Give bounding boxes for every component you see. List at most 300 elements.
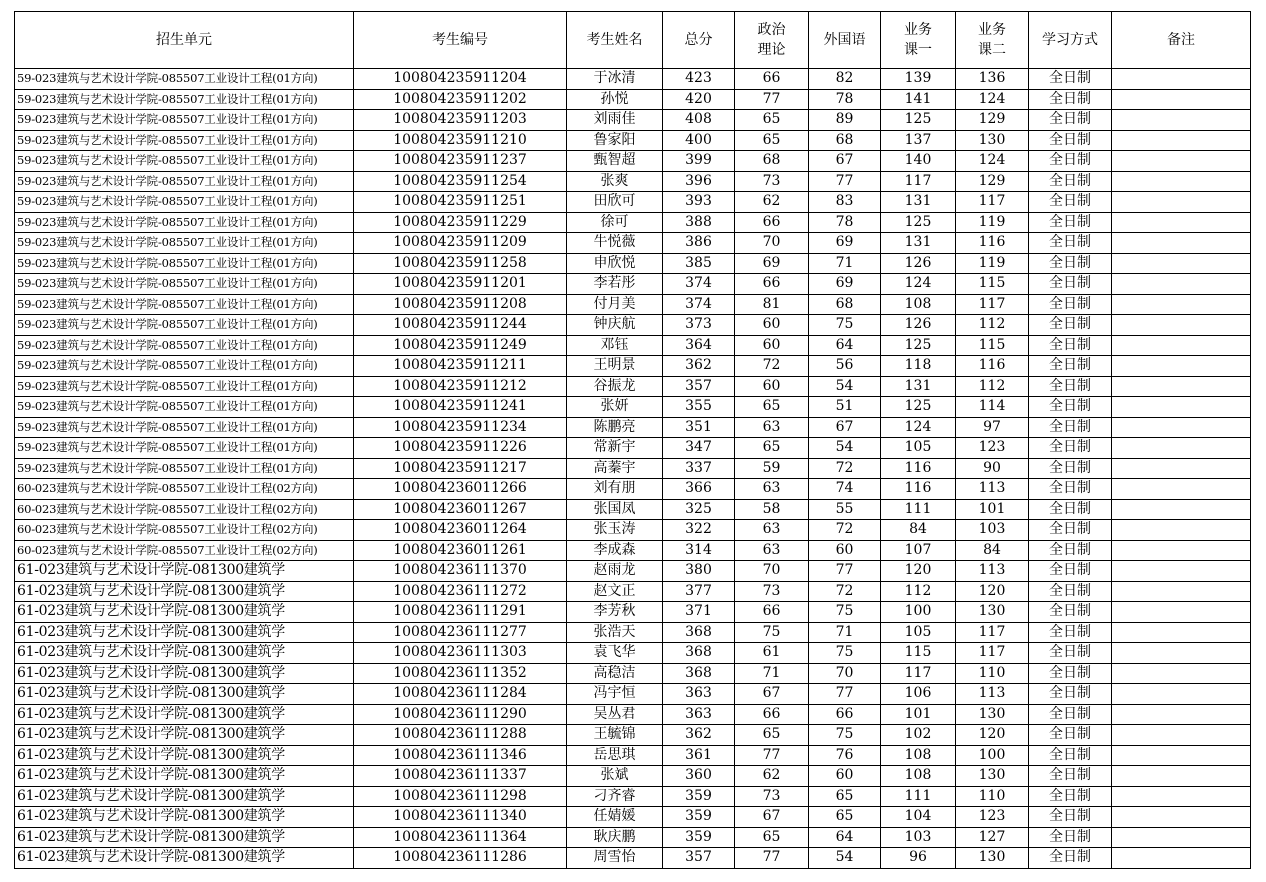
cell-name: 张浩天 xyxy=(567,622,663,643)
cell-course1: 131 xyxy=(881,376,956,397)
cell-course1: 84 xyxy=(881,520,956,541)
table-row xyxy=(15,643,1251,664)
table-row xyxy=(15,438,1251,459)
cell-id: 100804235911208 xyxy=(354,294,567,315)
cell-unit: 59-023建筑与艺术设计学院-085507工业设计工程(01方向) xyxy=(15,171,354,192)
cell-note xyxy=(1112,663,1251,684)
cell-unit: 59-023建筑与艺术设计学院-085507工业设计工程(01方向) xyxy=(15,253,354,274)
cell-foreign: 64 xyxy=(809,827,881,848)
cell-total: 364 xyxy=(663,335,735,356)
cell-total: 373 xyxy=(663,315,735,336)
cell-course1: 111 xyxy=(881,499,956,520)
cell-note xyxy=(1112,561,1251,582)
cell-id: 100804236111298 xyxy=(354,786,567,807)
cell-course2: 124 xyxy=(956,151,1029,172)
cell-foreign: 76 xyxy=(809,745,881,766)
cell-course2: 130 xyxy=(956,130,1029,151)
score-table xyxy=(14,11,1251,869)
cell-politics: 63 xyxy=(735,520,809,541)
cell-politics: 77 xyxy=(735,89,809,110)
cell-course2: 100 xyxy=(956,745,1029,766)
cell-unit: 59-023建筑与艺术设计学院-085507工业设计工程(01方向) xyxy=(15,110,354,131)
cell-politics: 65 xyxy=(735,827,809,848)
table-row xyxy=(15,602,1251,623)
cell-course2: 117 xyxy=(956,294,1029,315)
cell-mode: 全日制 xyxy=(1029,356,1112,377)
table-row xyxy=(15,458,1251,479)
cell-foreign: 78 xyxy=(809,212,881,233)
cell-foreign: 64 xyxy=(809,335,881,356)
cell-id: 100804235911241 xyxy=(354,397,567,418)
cell-total: 368 xyxy=(663,663,735,684)
cell-course2: 113 xyxy=(956,479,1029,500)
cell-name: 张玉涛 xyxy=(567,520,663,541)
header-note: 备注 xyxy=(1112,12,1251,69)
table-row xyxy=(15,192,1251,213)
cell-foreign: 89 xyxy=(809,110,881,131)
cell-course2: 115 xyxy=(956,274,1029,295)
cell-course1: 116 xyxy=(881,458,956,479)
table-row xyxy=(15,233,1251,254)
cell-course1: 104 xyxy=(881,807,956,828)
cell-total: 393 xyxy=(663,192,735,213)
cell-id: 100804236111337 xyxy=(354,766,567,787)
cell-foreign: 68 xyxy=(809,294,881,315)
cell-politics: 60 xyxy=(735,315,809,336)
cell-mode: 全日制 xyxy=(1029,397,1112,418)
cell-course2: 117 xyxy=(956,643,1029,664)
cell-course2: 124 xyxy=(956,89,1029,110)
cell-politics: 81 xyxy=(735,294,809,315)
cell-mode: 全日制 xyxy=(1029,499,1112,520)
cell-total: 388 xyxy=(663,212,735,233)
cell-foreign: 72 xyxy=(809,458,881,479)
cell-name: 李成森 xyxy=(567,540,663,561)
cell-total: 351 xyxy=(663,417,735,438)
header-course2-line2: 课二 xyxy=(978,42,1006,58)
cell-total: 420 xyxy=(663,89,735,110)
cell-course2: 116 xyxy=(956,356,1029,377)
cell-mode: 全日制 xyxy=(1029,212,1112,233)
cell-course2: 90 xyxy=(956,458,1029,479)
cell-id: 100804235911212 xyxy=(354,376,567,397)
cell-politics: 66 xyxy=(735,704,809,725)
cell-note xyxy=(1112,725,1251,746)
cell-name: 刁齐睿 xyxy=(567,786,663,807)
cell-unit: 61-023建筑与艺术设计学院-081300建筑学 xyxy=(15,684,354,705)
cell-id: 100804235911229 xyxy=(354,212,567,233)
cell-total: 355 xyxy=(663,397,735,418)
cell-name: 常新宇 xyxy=(567,438,663,459)
cell-foreign: 77 xyxy=(809,561,881,582)
cell-note xyxy=(1112,643,1251,664)
table-row xyxy=(15,848,1251,869)
cell-foreign: 75 xyxy=(809,602,881,623)
cell-mode: 全日制 xyxy=(1029,417,1112,438)
cell-note xyxy=(1112,438,1251,459)
cell-mode: 全日制 xyxy=(1029,766,1112,787)
cell-politics: 59 xyxy=(735,458,809,479)
cell-total: 408 xyxy=(663,110,735,131)
cell-unit: 61-023建筑与艺术设计学院-081300建筑学 xyxy=(15,622,354,643)
cell-course1: 131 xyxy=(881,192,956,213)
cell-mode: 全日制 xyxy=(1029,786,1112,807)
cell-unit: 59-023建筑与艺术设计学院-085507工业设计工程(01方向) xyxy=(15,130,354,151)
cell-unit: 59-023建筑与艺术设计学院-085507工业设计工程(01方向) xyxy=(15,192,354,213)
cell-unit: 60-023建筑与艺术设计学院-085507工业设计工程(02方向) xyxy=(15,540,354,561)
cell-total: 396 xyxy=(663,171,735,192)
cell-course1: 108 xyxy=(881,294,956,315)
cell-politics: 66 xyxy=(735,602,809,623)
cell-id: 100804236111370 xyxy=(354,561,567,582)
header-name: 考生姓名 xyxy=(567,12,663,69)
cell-note xyxy=(1112,151,1251,172)
cell-foreign: 69 xyxy=(809,274,881,295)
table-row xyxy=(15,110,1251,131)
cell-foreign: 75 xyxy=(809,725,881,746)
header-course1-line1: 业务 xyxy=(904,22,932,38)
cell-politics: 61 xyxy=(735,643,809,664)
cell-politics: 73 xyxy=(735,581,809,602)
table-row xyxy=(15,622,1251,643)
cell-note xyxy=(1112,786,1251,807)
cell-id: 100804235911251 xyxy=(354,192,567,213)
cell-mode: 全日制 xyxy=(1029,725,1112,746)
cell-name: 王明景 xyxy=(567,356,663,377)
cell-name: 于冰清 xyxy=(567,69,663,90)
cell-politics: 71 xyxy=(735,663,809,684)
cell-note xyxy=(1112,745,1251,766)
cell-course2: 113 xyxy=(956,684,1029,705)
cell-politics: 69 xyxy=(735,253,809,274)
cell-course1: 107 xyxy=(881,540,956,561)
cell-mode: 全日制 xyxy=(1029,294,1112,315)
cell-mode: 全日制 xyxy=(1029,171,1112,192)
cell-total: 386 xyxy=(663,233,735,254)
cell-total: 400 xyxy=(663,130,735,151)
cell-mode: 全日制 xyxy=(1029,335,1112,356)
table-row xyxy=(15,827,1251,848)
cell-note xyxy=(1112,315,1251,336)
cell-note xyxy=(1112,335,1251,356)
cell-unit: 61-023建筑与艺术设计学院-081300建筑学 xyxy=(15,807,354,828)
table-row xyxy=(15,315,1251,336)
cell-course1: 117 xyxy=(881,663,956,684)
cell-course1: 139 xyxy=(881,69,956,90)
cell-id: 100804235911201 xyxy=(354,274,567,295)
cell-unit: 61-023建筑与艺术设计学院-081300建筑学 xyxy=(15,745,354,766)
cell-course2: 113 xyxy=(956,561,1029,582)
cell-id: 100804235911202 xyxy=(354,89,567,110)
header-politics xyxy=(735,12,809,69)
cell-name: 申欣悦 xyxy=(567,253,663,274)
cell-unit: 59-023建筑与艺术设计学院-085507工业设计工程(01方向) xyxy=(15,417,354,438)
cell-id: 100804236111340 xyxy=(354,807,567,828)
cell-foreign: 55 xyxy=(809,499,881,520)
cell-unit: 59-023建筑与艺术设计学院-085507工业设计工程(01方向) xyxy=(15,212,354,233)
header-row xyxy=(15,12,1251,69)
cell-note xyxy=(1112,294,1251,315)
cell-id: 100804235911204 xyxy=(354,69,567,90)
cell-id: 100804236111290 xyxy=(354,704,567,725)
cell-mode: 全日制 xyxy=(1029,848,1112,869)
cell-note xyxy=(1112,253,1251,274)
header-politics-line1: 政治 xyxy=(757,22,786,38)
cell-note xyxy=(1112,622,1251,643)
cell-course1: 124 xyxy=(881,274,956,295)
cell-unit: 59-023建筑与艺术设计学院-085507工业设计工程(01方向) xyxy=(15,356,354,377)
cell-note xyxy=(1112,499,1251,520)
cell-name: 刘有朋 xyxy=(567,479,663,500)
table-row xyxy=(15,704,1251,725)
cell-id: 100804236011266 xyxy=(354,479,567,500)
cell-unit: 61-023建筑与艺术设计学院-081300建筑学 xyxy=(15,581,354,602)
cell-mode: 全日制 xyxy=(1029,663,1112,684)
cell-name: 赵雨龙 xyxy=(567,561,663,582)
cell-name: 刘雨佳 xyxy=(567,110,663,131)
cell-unit: 59-023建筑与艺术设计学院-085507工业设计工程(01方向) xyxy=(15,335,354,356)
table-row xyxy=(15,684,1251,705)
cell-course1: 102 xyxy=(881,725,956,746)
cell-course2: 114 xyxy=(956,397,1029,418)
table-row xyxy=(15,520,1251,541)
cell-total: 357 xyxy=(663,376,735,397)
cell-foreign: 75 xyxy=(809,315,881,336)
cell-mode: 全日制 xyxy=(1029,274,1112,295)
cell-note xyxy=(1112,458,1251,479)
cell-foreign: 65 xyxy=(809,786,881,807)
cell-politics: 62 xyxy=(735,192,809,213)
cell-course1: 105 xyxy=(881,438,956,459)
cell-total: 371 xyxy=(663,602,735,623)
cell-name: 耿庆鹏 xyxy=(567,827,663,848)
cell-note xyxy=(1112,766,1251,787)
table-body xyxy=(15,69,1251,869)
cell-name: 高蓁宇 xyxy=(567,458,663,479)
cell-unit: 61-023建筑与艺术设计学院-081300建筑学 xyxy=(15,643,354,664)
table-row xyxy=(15,397,1251,418)
cell-course1: 125 xyxy=(881,212,956,233)
cell-course1: 125 xyxy=(881,110,956,131)
cell-unit: 59-023建筑与艺术设计学院-085507工业设计工程(01方向) xyxy=(15,458,354,479)
cell-note xyxy=(1112,827,1251,848)
cell-mode: 全日制 xyxy=(1029,807,1112,828)
cell-foreign: 60 xyxy=(809,540,881,561)
cell-foreign: 65 xyxy=(809,807,881,828)
cell-name: 高稳洁 xyxy=(567,663,663,684)
cell-course2: 112 xyxy=(956,315,1029,336)
cell-total: 366 xyxy=(663,479,735,500)
cell-course1: 116 xyxy=(881,479,956,500)
cell-total: 325 xyxy=(663,499,735,520)
cell-mode: 全日制 xyxy=(1029,253,1112,274)
cell-politics: 63 xyxy=(735,479,809,500)
cell-unit: 60-023建筑与艺术设计学院-085507工业设计工程(02方向) xyxy=(15,520,354,541)
cell-course1: 100 xyxy=(881,602,956,623)
cell-mode: 全日制 xyxy=(1029,130,1112,151)
cell-note xyxy=(1112,540,1251,561)
cell-course1: 118 xyxy=(881,356,956,377)
table-row xyxy=(15,417,1251,438)
cell-name: 钟庆航 xyxy=(567,315,663,336)
cell-id: 100804235911211 xyxy=(354,356,567,377)
cell-name: 任婧媛 xyxy=(567,807,663,828)
cell-mode: 全日制 xyxy=(1029,561,1112,582)
cell-total: 368 xyxy=(663,622,735,643)
cell-foreign: 82 xyxy=(809,69,881,90)
cell-id: 100804236111291 xyxy=(354,602,567,623)
cell-mode: 全日制 xyxy=(1029,69,1112,90)
cell-foreign: 74 xyxy=(809,479,881,500)
cell-id: 100804236111286 xyxy=(354,848,567,869)
cell-course1: 125 xyxy=(881,335,956,356)
cell-mode: 全日制 xyxy=(1029,622,1112,643)
cell-politics: 58 xyxy=(735,499,809,520)
cell-politics: 70 xyxy=(735,233,809,254)
cell-name: 李芳秋 xyxy=(567,602,663,623)
cell-foreign: 66 xyxy=(809,704,881,725)
cell-unit: 59-023建筑与艺术设计学院-085507工业设计工程(01方向) xyxy=(15,397,354,418)
cell-id: 100804235911234 xyxy=(354,417,567,438)
cell-unit: 59-023建筑与艺术设计学院-085507工业设计工程(01方向) xyxy=(15,376,354,397)
cell-note xyxy=(1112,274,1251,295)
cell-mode: 全日制 xyxy=(1029,458,1112,479)
cell-foreign: 78 xyxy=(809,89,881,110)
cell-course1: 106 xyxy=(881,684,956,705)
cell-course2: 110 xyxy=(956,786,1029,807)
cell-id: 100804236111277 xyxy=(354,622,567,643)
cell-name: 鲁家阳 xyxy=(567,130,663,151)
table-row xyxy=(15,540,1251,561)
table-row xyxy=(15,499,1251,520)
header-politics-line2: 理论 xyxy=(757,42,786,58)
cell-politics: 66 xyxy=(735,212,809,233)
cell-course2: 119 xyxy=(956,212,1029,233)
cell-course1: 124 xyxy=(881,417,956,438)
cell-total: 347 xyxy=(663,438,735,459)
cell-unit: 61-023建筑与艺术设计学院-081300建筑学 xyxy=(15,602,354,623)
cell-unit: 59-023建筑与艺术设计学院-085507工业设计工程(01方向) xyxy=(15,233,354,254)
cell-total: 314 xyxy=(663,540,735,561)
cell-foreign: 54 xyxy=(809,848,881,869)
cell-name: 田欣可 xyxy=(567,192,663,213)
cell-course1: 101 xyxy=(881,704,956,725)
cell-total: 337 xyxy=(663,458,735,479)
cell-total: 385 xyxy=(663,253,735,274)
cell-id: 100804235911210 xyxy=(354,130,567,151)
cell-mode: 全日制 xyxy=(1029,315,1112,336)
cell-unit: 59-023建筑与艺术设计学院-085507工业设计工程(01方向) xyxy=(15,315,354,336)
cell-politics: 67 xyxy=(735,684,809,705)
cell-politics: 63 xyxy=(735,540,809,561)
cell-total: 359 xyxy=(663,807,735,828)
table-row xyxy=(15,581,1251,602)
cell-note xyxy=(1112,602,1251,623)
cell-course1: 120 xyxy=(881,561,956,582)
cell-id: 100804235911244 xyxy=(354,315,567,336)
cell-mode: 全日制 xyxy=(1029,827,1112,848)
cell-total: 322 xyxy=(663,520,735,541)
cell-name: 袁飞华 xyxy=(567,643,663,664)
cell-total: 423 xyxy=(663,69,735,90)
cell-politics: 66 xyxy=(735,69,809,90)
cell-total: 363 xyxy=(663,704,735,725)
cell-course2: 129 xyxy=(956,110,1029,131)
cell-course2: 123 xyxy=(956,807,1029,828)
cell-foreign: 56 xyxy=(809,356,881,377)
cell-name: 赵文正 xyxy=(567,581,663,602)
table-row xyxy=(15,274,1251,295)
header-unit: 招生单元 xyxy=(15,12,354,69)
cell-course2: 117 xyxy=(956,622,1029,643)
cell-politics: 62 xyxy=(735,766,809,787)
cell-unit: 59-023建筑与艺术设计学院-085507工业设计工程(01方向) xyxy=(15,69,354,90)
cell-course1: 112 xyxy=(881,581,956,602)
cell-course2: 120 xyxy=(956,581,1029,602)
cell-name: 谷振龙 xyxy=(567,376,663,397)
cell-course1: 108 xyxy=(881,766,956,787)
cell-politics: 67 xyxy=(735,807,809,828)
header-course2 xyxy=(956,12,1029,69)
cell-politics: 60 xyxy=(735,376,809,397)
cell-name: 牛悦薇 xyxy=(567,233,663,254)
table-row xyxy=(15,212,1251,233)
cell-unit: 61-023建筑与艺术设计学院-081300建筑学 xyxy=(15,786,354,807)
cell-note xyxy=(1112,417,1251,438)
cell-politics: 65 xyxy=(735,438,809,459)
table-row xyxy=(15,335,1251,356)
table-row xyxy=(15,766,1251,787)
cell-course2: 112 xyxy=(956,376,1029,397)
cell-note xyxy=(1112,130,1251,151)
cell-name: 孙悦 xyxy=(567,89,663,110)
cell-name: 岳思琪 xyxy=(567,745,663,766)
cell-foreign: 71 xyxy=(809,622,881,643)
table-row xyxy=(15,725,1251,746)
cell-id: 100804236011261 xyxy=(354,540,567,561)
cell-unit: 59-023建筑与艺术设计学院-085507工业设计工程(01方向) xyxy=(15,151,354,172)
cell-unit: 61-023建筑与艺术设计学院-081300建筑学 xyxy=(15,766,354,787)
cell-total: 377 xyxy=(663,581,735,602)
cell-total: 361 xyxy=(663,745,735,766)
cell-course1: 140 xyxy=(881,151,956,172)
cell-unit: 61-023建筑与艺术设计学院-081300建筑学 xyxy=(15,663,354,684)
cell-politics: 77 xyxy=(735,745,809,766)
cell-note xyxy=(1112,212,1251,233)
cell-note xyxy=(1112,376,1251,397)
cell-foreign: 83 xyxy=(809,192,881,213)
cell-foreign: 70 xyxy=(809,663,881,684)
cell-course2: 130 xyxy=(956,848,1029,869)
cell-politics: 72 xyxy=(735,356,809,377)
cell-politics: 65 xyxy=(735,725,809,746)
cell-note xyxy=(1112,89,1251,110)
cell-id: 100804236111346 xyxy=(354,745,567,766)
cell-unit: 60-023建筑与艺术设计学院-085507工业设计工程(02方向) xyxy=(15,479,354,500)
cell-note xyxy=(1112,807,1251,828)
cell-total: 380 xyxy=(663,561,735,582)
cell-foreign: 67 xyxy=(809,151,881,172)
cell-id: 100804236111303 xyxy=(354,643,567,664)
cell-course1: 103 xyxy=(881,827,956,848)
cell-total: 357 xyxy=(663,848,735,869)
cell-note xyxy=(1112,397,1251,418)
cell-foreign: 77 xyxy=(809,171,881,192)
cell-mode: 全日制 xyxy=(1029,745,1112,766)
cell-id: 100804236111288 xyxy=(354,725,567,746)
header-course1-line2: 课一 xyxy=(904,42,932,58)
cell-politics: 65 xyxy=(735,130,809,151)
